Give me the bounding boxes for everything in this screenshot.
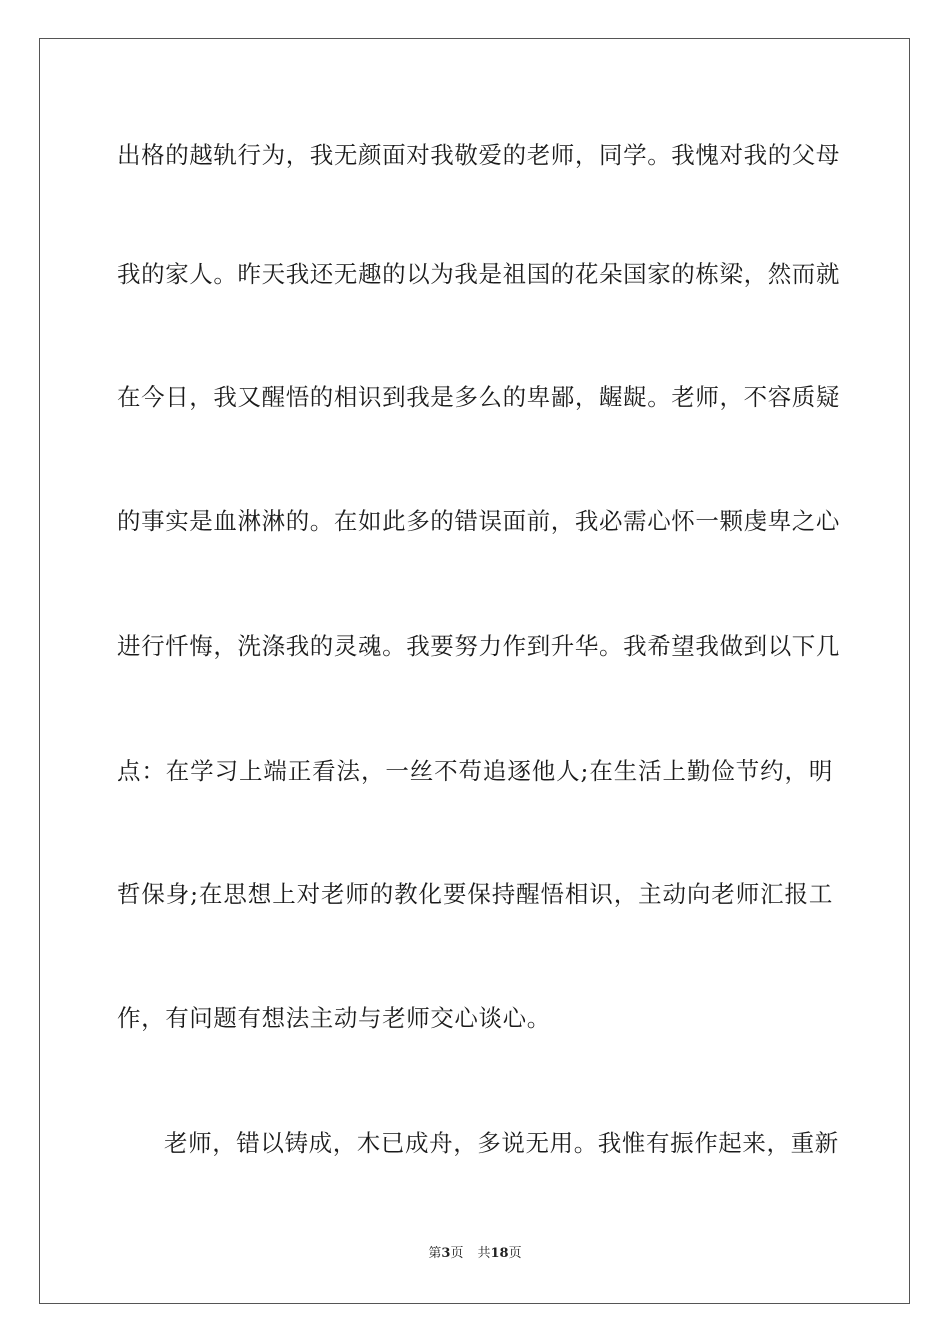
footer-page-prefix: 第 [428,1246,442,1261]
footer-total-prefix: 共 [477,1246,491,1261]
body-text-line-9: 老师，错以铸成，木已成舟，多说无用。我惟有振作起来，重新 [164,1129,839,1157]
page-footer [0,1245,950,1263]
body-text-line-3: 在今日，我又醒悟的相识到我是多么的卑鄙，龌龊。老师，不容质疑 [117,383,840,411]
footer-page-suffix: 页 [450,1246,464,1261]
body-text-line-6: 点：在学习上端正看法，一丝不苟追逐他人;在生活上勤俭节约，明 [117,757,833,785]
body-text-line-4: 的事实是血淋淋的。在如此多的错误面前，我必需心怀一颗虔卑之心 [117,507,840,535]
body-text-line-5: 进行忏悔，洗涤我的灵魂。我要努力作到升华。我希望我做到以下几 [117,632,840,660]
page-frame [39,38,910,1304]
body-text-line-8: 作，有问题有想法主动与老师交心谈心。 [117,1004,551,1032]
footer-page-number: 3 [441,1246,451,1261]
footer-total-suffix: 页 [508,1246,522,1261]
body-text-line-7: 哲保身;在思想上对老师的教化要保持醒悟相识，主动向老师汇报工 [117,880,833,908]
footer-total-pages: 18 [490,1246,509,1261]
body-text-line-2: 我的家人。昨天我还无趣的以为我是祖国的花朵国家的栋梁，然而就 [117,260,840,288]
body-text-line-1: 出格的越轨行为，我无颜面对我敬爱的老师，同学。我愧对我的父母 [117,141,840,169]
